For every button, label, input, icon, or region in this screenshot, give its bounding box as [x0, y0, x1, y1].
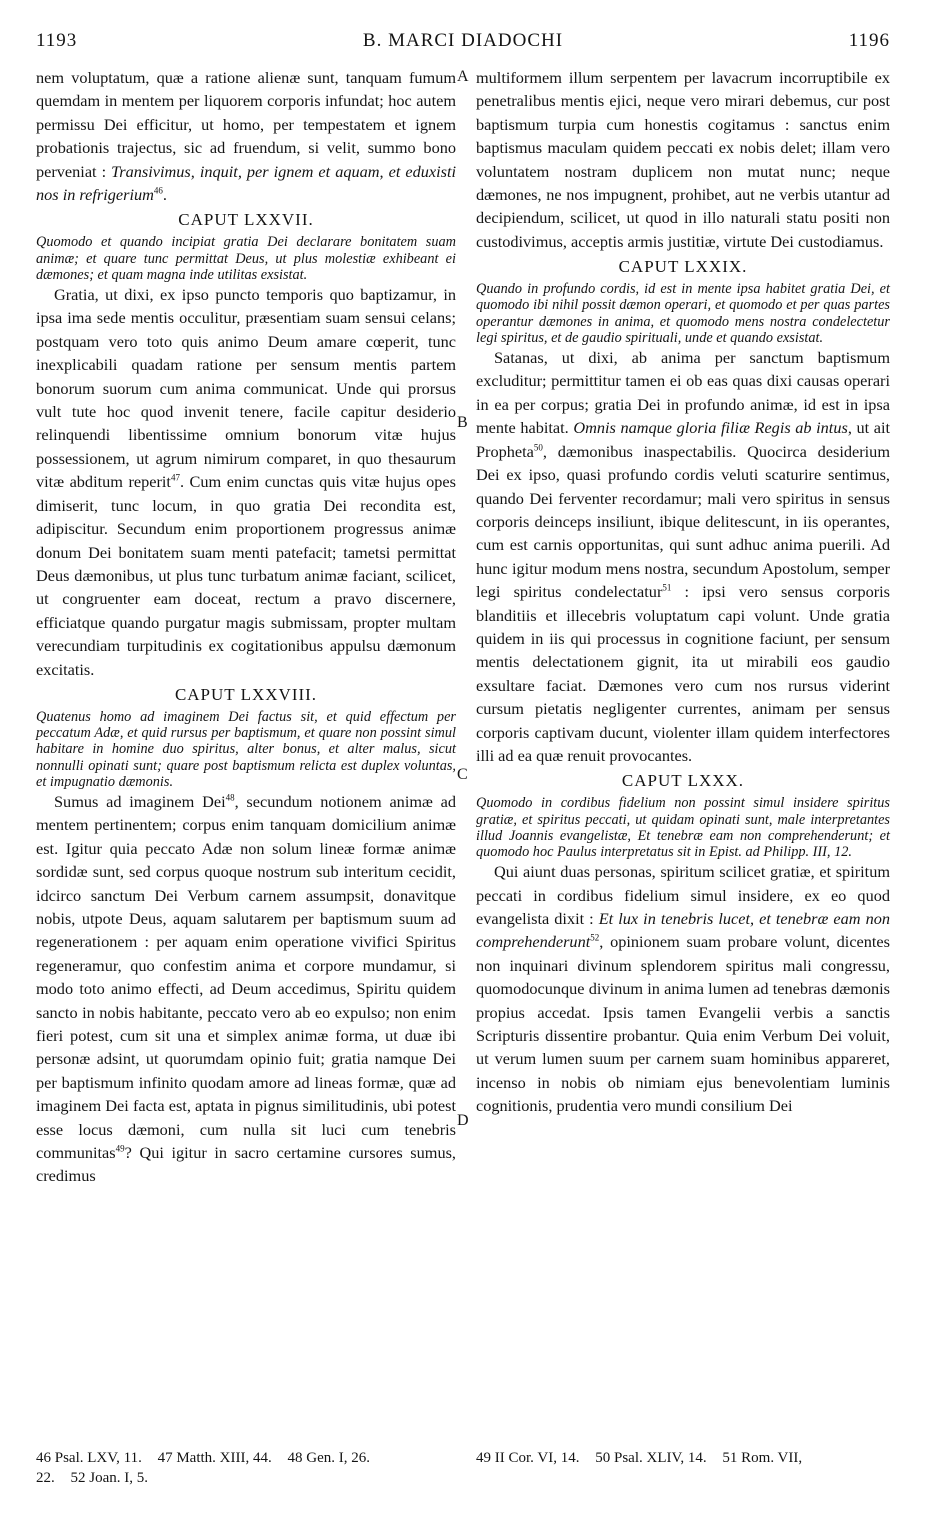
footnote: 49 II Cor. VI, 14.: [476, 1450, 580, 1466]
paragraph: [476, 346, 890, 767]
footnotes-left: [36, 1448, 382, 1468]
text: ? Qui igitur in sacro certamine cursores sumus, credimus: [36, 1143, 456, 1186]
footnotes-right: [476, 1448, 814, 1468]
chapter-heading: CAPUT LXXIX.: [618, 257, 748, 277]
text: Gratia, ut dixi, ex ipso puncto temporis quo baptizamur, in ipsa ima sede mentis occulitur, præsentiam suam sensui celans; postquam vero toto quis animo Deum amare cœperit, tunc inexplicabili quadam ratione per sensum mentis partem bonorum suorum cum anima communicat. Unde qui prorsus vult tute hoc quod invenit tenere, facile capitur desiderio relinquendi libentissime omnium bonorum vitæ hujus possessionem, ut agrum nimirum comparet, in quo thesaurum vitæ abditum reperit: [36, 285, 456, 492]
paragraph: [36, 790, 456, 1188]
running-title: B. MARCI DIADOCHI: [362, 30, 564, 51]
page-number-left: 1193: [36, 30, 78, 51]
text: , opinionem suam probare volunt, dicentes non inquinari divinum splendorem spiritus mali congressu, quomodocunque divinum in anima lumen ad tenebras dæmonis propius accedat. Ipsis tamen Evangelii verbis a sanctis Scripturis dissentire probantur. Quia enim Verbum Dei voluit, ut verum lumen suum per carnem suam hominibus appareret, incenso in nobis ob nimiam ejus benevolentiam luminis cognitionis, prudentia vero mundi consilium Dei: [476, 932, 890, 1116]
footnote: 46 Psal. LXV, 11.: [36, 1450, 142, 1466]
chapter-heading: CAPUT LXXX.: [621, 771, 745, 791]
chapter-summary: Quomodo et quando incipiat gratia Dei declarare bonitatem suam animæ; et quare tunc permittat Deus, ut plus molestiæ exhibeant ei dæmones; et quam magna inde utilitas exsistat.: [36, 234, 456, 283]
text: nem voluptatum, quæ a ratione alienæ sunt, tanquam fumum quemdam in mentem per liquorem corporis infundat; hoc autem permissu Dei efficitur, ut homo, per tempestatem et ignem probationis trajectus, sic ad fruendum, si velit, summo bono perveniat :: [36, 68, 456, 181]
margin-letter-a: A: [457, 68, 469, 85]
scripture-quote: Et lux in tenebris lucet, et tenebræ eam non comprehenderunt: [476, 909, 890, 952]
paragraph: [36, 283, 456, 681]
footnote-ref: 51: [662, 582, 672, 593]
footnote-ref: 49: [115, 1143, 125, 1154]
footnote: 48 Gen. I, 26.: [287, 1450, 370, 1466]
footnote-ref: 52: [590, 932, 600, 943]
page-header: [36, 30, 890, 60]
chapter-summary: Quatenus homo ad imaginem Dei factus sit, et quid effectum per peccatum Adæ, et quid rursus per baptismum, et quare non possint simul habitare in homine duo spiritus, alter bonus, et alter malus, sicut nonnulli opinati sunt; quare post baptismum relicta est duplex voluntas, et impugnatio dæmonis.: [36, 708, 456, 790]
paragraph: multiformem illum serpentem per lavacrum incorruptibile ex penetralibus mentis ejici, neque vero mirari debemus, cur post baptismum turpia cum honestis cogitamus : sanctus enim baptismus maculam quidem peccati ex nobis delet; illam vero voluntatem nostram duplicem non mutat nunc; neque dæmones, ne nos impugnent, prohibet, aut ne verbis utantur ad decipiendum, scilicet, ut quod in illo naturali statu positi non custodivimus, acceptis armis justitiæ, virtute Dei custodiamus.: [476, 68, 890, 251]
margin-letter-b: B: [457, 414, 468, 431]
footnote-ref: 46: [153, 185, 163, 196]
footnote: 22.: [36, 1470, 55, 1486]
footnote-ref: 48: [225, 792, 235, 803]
footnote-ref: 50: [533, 442, 543, 453]
chapter-summary: Quando in profundo cordis, id est in mente ipsa habitet gratia Dei, et quomodo ibi nihil possit dæmon operari, et quomodo et per quas partes operantur dæmones in anima, et quomodo mens nostra condelectetur legi spiritus, et de gaudio spirituali, unde et quando exsistat.: [476, 281, 890, 346]
footnote: 52 Joan. I, 5.: [70, 1470, 148, 1486]
text: : ipsi vero sensus corporis blanditiis et illecebris voluptatum capi volunt. Unde gratia quidem in iis qui processus in cognitione faciunt, per sensum mentis delectationem gignit, ita ut mirabili eos gaudio exsultare faciat. Dæmones vero cum nos rursus viderint cursum pietatis negligenter currentes, animam per sensus corporis captivam ducunt, violenter illam quidem interfectores illi ad ea quæ renuit provocantes.: [476, 582, 891, 765]
margin-letter-d: D: [457, 1112, 469, 1129]
page-number-right: 1196: [848, 30, 890, 51]
footnote: 50 Psal. XLIV, 14.: [595, 1450, 707, 1466]
text: , dæmonibus inaspectabilis. Quocirca desiderium Dei ex ipso, quasi profundo cordis veluti scaturire sentimus, quando Dei ferventer recordamur; mali vero spiritus in sensus corporis deinceps insiliunt, ibique delitescunt, in iis operantes, cum est carnis opportunitas, qui sunt adhuc anima puerili. Ad hunc igitur modum mens nostra, secundum Apostolum, semper legi spiritus condelectatur: [476, 441, 890, 602]
text: .: [162, 185, 167, 205]
footnote: 51 Rom. VII,: [722, 1450, 803, 1466]
footnotes-continued: [36, 1468, 160, 1488]
text: . Cum enim cunctas quis vitæ hujus opes dimiserit, tunc locum, in quo gratia Dei recondita est, adipiscitur. Secundum enim proportionem progressus animæ donum Dei bonitatem suam menti patefacit; tametsi permittat Deus dæmonibus, ut plus tunc turbatum animæ faciant, scilicet, ut congruenter eam doceat, rectum a pravo discernere, efficiatque quando purgatur magis submissam, propter multam verecundiam turpitudinis ex cogitationibus appulsu dæmonum excitatis.: [36, 472, 456, 679]
footnote-ref: 47: [170, 472, 180, 483]
text: Satanas, ut dixi, ab anima per sanctum baptismum excluditur; permittitur tamen ei ob eas quas dixi causas operari in ea per corpus; gratia Dei in profundo animæ, id est in ipsa mente habitat.: [476, 348, 890, 438]
left-column: [36, 66, 456, 1188]
scripture-quote: Omnis namque gloria filiæ Regis ab intus: [573, 418, 848, 438]
text: , secundum notionem animæ ad mentem pertinentem; corpus enim tanquam domicilium animæ est. Igitur quia peccato Adæ non solum lineæ formæ animæ sordidæ sunt, sed corpus quoque nostrum sub interitum cecidit, idcirco sanctum Dei Verbum carnem assumpsit, donavitque nobis, utpote Deus, aquam salutarem per baptismum suum ad regenerationem : per aquam enim operatione vivifici Spiritus regeneramur, quo confestim anima et corpore mundamur, si modo toto animo effecti, ad Deum accedimus, Spiritu quidem sancto in nobis habitante, peccato vero ab eo expulso; non enim fieri potest, cum sit una et simplex animæ forma, ut duæ ibi personæ adsint, ut quorumdam opinio fuit; gratia namque Dei per baptismum infinito quodam amore ad lineas formæ, quæ ad imaginem Dei facta est, aptata in pignus similitudinis, ubi potest esse locus dæmoni, cum nulla sit luci cum tenebris communitas: [36, 791, 456, 1163]
scripture-quote: Transivimus, inquit, per ignem et aquam, et eduxisti nos in refrigerium: [36, 161, 457, 205]
right-column: [476, 66, 890, 1118]
paragraph: [476, 860, 890, 1117]
text: Qui aiunt duas personas, spiritum scilicet gratiæ, et spiritum peccati in cordibus fidelium simul insidere, ex eo quod evangelista dixit :: [476, 862, 890, 928]
chapter-summary: Quomodo in cordibus fidelium non possint simul insidere spiritus gratiæ, et spiritus peccati, ut quidam opinati sunt, male interpretantes illud Joannis evangelistæ, Et tenebræ eam non comprehenderunt; et quomodo hoc Paulus interpretatus sit in Epist. ad Philipp. III, 12.: [476, 795, 890, 860]
margin-letter-c: C: [457, 766, 468, 783]
chapter-heading: CAPUT LXXVII.: [178, 210, 314, 230]
paragraph: [36, 66, 456, 206]
chapter-heading: CAPUT LXXVIII.: [174, 684, 318, 704]
footnote: 47 Matth. XIII, 44.: [157, 1450, 272, 1466]
text: , ut ait Propheta: [476, 418, 890, 461]
text: Sumus ad imaginem Dei: [54, 791, 226, 811]
